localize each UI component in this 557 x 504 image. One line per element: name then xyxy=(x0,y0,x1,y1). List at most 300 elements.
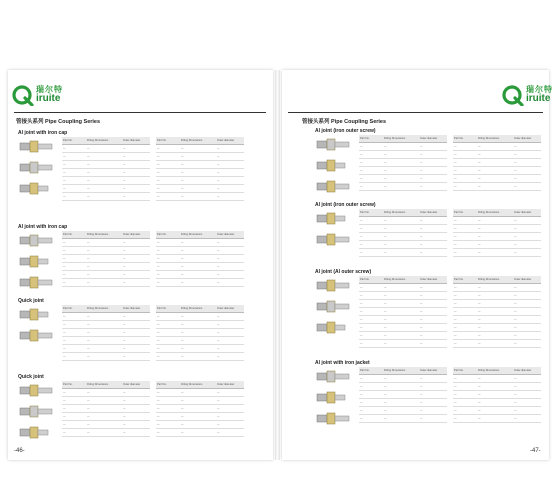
table-cell: — xyxy=(216,337,244,345)
table-cell: — xyxy=(419,383,447,391)
table-cell: — xyxy=(156,161,180,169)
column-header: Part No. xyxy=(156,231,180,239)
column-header: Fitting Dimensions xyxy=(477,367,513,375)
right-section-title-2: Al joint (iron outer screw) xyxy=(315,202,376,208)
table-cell: — xyxy=(359,407,383,415)
table-cell: — xyxy=(216,389,244,397)
table-row xyxy=(156,345,244,353)
table-cell: — xyxy=(122,271,150,279)
table-cell: — xyxy=(383,159,419,167)
table-cell: — xyxy=(513,300,541,308)
table-cell: — xyxy=(419,415,447,423)
product-images xyxy=(18,137,58,200)
table-row xyxy=(359,332,447,340)
table-cell: — xyxy=(383,316,419,324)
table-cell: — xyxy=(419,183,447,191)
pipe-fitting-icon xyxy=(315,276,353,295)
table-cell: — xyxy=(477,383,513,391)
table-row xyxy=(359,183,447,191)
spec-tables xyxy=(62,137,244,201)
table-cell: — xyxy=(419,407,447,415)
table-cell: — xyxy=(122,405,150,413)
column-header: Part No. xyxy=(453,135,477,143)
table-cell: — xyxy=(383,375,419,383)
table-cell: — xyxy=(62,413,86,421)
table-cell: — xyxy=(513,324,541,332)
column-header: Outer diameter xyxy=(513,367,541,375)
table-cell: — xyxy=(86,421,122,429)
pipe-fitting-icon xyxy=(315,318,353,337)
table-cell: — xyxy=(383,233,419,241)
table-row xyxy=(156,337,244,345)
table-cell: — xyxy=(477,316,513,324)
table-cell: — xyxy=(216,329,244,337)
table-cell: — xyxy=(359,175,383,183)
table-cell: — xyxy=(216,397,244,405)
table-cell: — xyxy=(513,167,541,175)
table-cell: — xyxy=(180,153,216,161)
spec-table-a xyxy=(62,231,150,287)
table-cell: — xyxy=(180,145,216,153)
spec-table-b xyxy=(453,276,541,348)
table-cell: — xyxy=(383,332,419,340)
column-header: Fitting Dimensions xyxy=(383,209,419,217)
table-cell: — xyxy=(62,337,86,345)
table-row xyxy=(453,233,541,241)
table-cell: — xyxy=(477,143,513,151)
table-cell: — xyxy=(216,247,244,255)
column-header: Outer diameter xyxy=(216,137,244,145)
table-row xyxy=(62,145,150,153)
table-cell: — xyxy=(453,316,477,324)
table-row xyxy=(156,279,244,287)
table-row xyxy=(156,239,244,247)
table-cell: — xyxy=(86,185,122,193)
table-cell: — xyxy=(359,391,383,399)
left-section-2 xyxy=(18,231,244,294)
table-row xyxy=(453,175,541,183)
table-cell: — xyxy=(216,255,244,263)
spec-tables xyxy=(359,276,541,348)
table-cell: — xyxy=(359,399,383,407)
table-cell: — xyxy=(419,284,447,292)
table-row xyxy=(156,413,244,421)
table-cell: — xyxy=(419,151,447,159)
table-cell: — xyxy=(156,255,180,263)
table-cell: — xyxy=(156,145,180,153)
table-cell: — xyxy=(419,167,447,175)
table-cell: — xyxy=(383,225,419,233)
table-cell: — xyxy=(453,399,477,407)
spec-table-b xyxy=(453,135,541,191)
table-row xyxy=(62,337,150,345)
table-cell: — xyxy=(122,321,150,329)
brand-name-cn: 瑞尔特 xyxy=(526,85,553,94)
column-header: Outer diameter xyxy=(419,276,447,284)
table-cell: — xyxy=(180,271,216,279)
table-cell: — xyxy=(453,383,477,391)
table-row xyxy=(453,415,541,423)
table-cell: — xyxy=(156,397,180,405)
column-header: Outer diameter xyxy=(419,135,447,143)
table-row xyxy=(359,415,447,423)
table-cell: — xyxy=(122,247,150,255)
table-cell: — xyxy=(62,321,86,329)
table-row xyxy=(156,321,244,329)
table-cell: — xyxy=(419,249,447,257)
column-header: Part No. xyxy=(453,209,477,217)
table-row xyxy=(453,292,541,300)
table-cell: — xyxy=(86,177,122,185)
table-cell: — xyxy=(453,167,477,175)
table-cell: — xyxy=(453,415,477,423)
table-cell: — xyxy=(359,292,383,300)
spec-table-a xyxy=(62,381,150,437)
column-header: Fitting Dimensions xyxy=(477,135,513,143)
table-cell: — xyxy=(419,225,447,233)
table-cell: — xyxy=(453,300,477,308)
table-cell: — xyxy=(513,316,541,324)
table-cell: — xyxy=(180,169,216,177)
table-cell: — xyxy=(513,143,541,151)
column-header: Outer diameter xyxy=(216,381,244,389)
table-row xyxy=(156,329,244,337)
brand-logo-right xyxy=(502,80,553,110)
table-cell: — xyxy=(86,321,122,329)
table-cell: — xyxy=(216,145,244,153)
table-cell: — xyxy=(86,239,122,247)
table-cell: — xyxy=(156,279,180,287)
table-cell: — xyxy=(477,175,513,183)
table-cell: — xyxy=(419,316,447,324)
table-cell: — xyxy=(156,429,180,437)
table-cell: — xyxy=(513,332,541,340)
pipe-fitting-icon xyxy=(315,409,353,428)
table-cell: — xyxy=(453,159,477,167)
table-cell: — xyxy=(419,340,447,348)
table-cell: — xyxy=(477,233,513,241)
table-cell: — xyxy=(359,316,383,324)
table-cell: — xyxy=(86,429,122,437)
table-cell: — xyxy=(453,241,477,249)
table-cell: — xyxy=(419,324,447,332)
table-cell: — xyxy=(477,183,513,191)
right-section-title-4: Al joint with iron jacket xyxy=(315,360,370,366)
pipe-fitting-icon xyxy=(18,423,56,442)
table-cell: — xyxy=(156,239,180,247)
product-images xyxy=(18,381,58,444)
table-cell: — xyxy=(180,413,216,421)
spec-tables xyxy=(62,231,244,287)
table-cell: — xyxy=(180,397,216,405)
table-cell: — xyxy=(513,159,541,167)
table-cell: — xyxy=(419,233,447,241)
table-row xyxy=(62,161,150,169)
spec-table-a xyxy=(359,209,447,257)
column-header: Part No. xyxy=(359,367,383,375)
column-header: Fitting Dimensions xyxy=(180,231,216,239)
table-row xyxy=(359,399,447,407)
table-cell: — xyxy=(513,399,541,407)
table-cell: — xyxy=(62,263,86,271)
table-cell: — xyxy=(122,185,150,193)
column-header: Part No. xyxy=(453,367,477,375)
table-row xyxy=(62,255,150,263)
table-cell: — xyxy=(86,353,122,361)
table-cell: — xyxy=(156,177,180,185)
table-cell: — xyxy=(216,161,244,169)
table-cell: — xyxy=(477,332,513,340)
brand-q-icon xyxy=(12,84,34,106)
table-cell: — xyxy=(453,143,477,151)
table-cell: — xyxy=(62,185,86,193)
table-row xyxy=(156,389,244,397)
table-cell: — xyxy=(359,217,383,225)
table-cell: — xyxy=(86,153,122,161)
table-cell: — xyxy=(180,345,216,353)
table-cell: — xyxy=(477,284,513,292)
table-cell: — xyxy=(383,340,419,348)
column-header: Fitting Dimensions xyxy=(86,137,122,145)
table-cell: — xyxy=(122,421,150,429)
left-header-rule xyxy=(14,112,266,113)
brand-logo-left xyxy=(12,80,63,110)
pipe-fitting-icon xyxy=(18,231,56,250)
table-cell: — xyxy=(513,292,541,300)
table-cell: — xyxy=(122,169,150,177)
table-row xyxy=(359,292,447,300)
right-section-title-3: Al joint (Al outer screw) xyxy=(315,269,372,275)
table-cell: — xyxy=(359,159,383,167)
table-cell: — xyxy=(180,185,216,193)
table-cell: — xyxy=(453,407,477,415)
column-header: Fitting Dimensions xyxy=(86,381,122,389)
table-row xyxy=(62,405,150,413)
table-cell: — xyxy=(477,300,513,308)
table-row xyxy=(62,321,150,329)
table-cell: — xyxy=(86,255,122,263)
table-cell: — xyxy=(180,321,216,329)
table-cell: — xyxy=(62,177,86,185)
table-cell: — xyxy=(513,249,541,257)
table-cell: — xyxy=(86,405,122,413)
table-cell: — xyxy=(86,345,122,353)
table-row xyxy=(453,300,541,308)
table-cell: — xyxy=(180,313,216,321)
table-cell: — xyxy=(419,300,447,308)
right-series-title: 管接头系列 Pipe Coupling Series xyxy=(302,119,387,125)
table-cell: — xyxy=(122,193,150,201)
table-cell: — xyxy=(156,413,180,421)
spec-table-b xyxy=(453,209,541,257)
spec-table-a xyxy=(62,305,150,361)
table-cell: — xyxy=(359,249,383,257)
spec-table-a xyxy=(359,276,447,348)
table-cell: — xyxy=(513,175,541,183)
table-cell: — xyxy=(180,429,216,437)
pipe-fitting-icon xyxy=(18,179,56,198)
table-cell: — xyxy=(156,263,180,271)
table-cell: — xyxy=(359,324,383,332)
table-cell: — xyxy=(156,353,180,361)
column-header: Outer diameter xyxy=(216,231,244,239)
book-spine xyxy=(275,70,280,460)
table-row xyxy=(62,353,150,361)
table-cell: — xyxy=(86,397,122,405)
table-cell: — xyxy=(122,337,150,345)
table-cell: — xyxy=(477,151,513,159)
table-cell: — xyxy=(86,279,122,287)
table-cell: — xyxy=(359,225,383,233)
table-cell: — xyxy=(216,421,244,429)
table-row xyxy=(156,255,244,263)
table-cell: — xyxy=(453,332,477,340)
pipe-fitting-icon xyxy=(315,367,353,386)
table-cell: — xyxy=(122,279,150,287)
table-cell: — xyxy=(122,263,150,271)
table-cell: — xyxy=(122,389,150,397)
table-row xyxy=(453,332,541,340)
table-cell: — xyxy=(216,271,244,279)
pipe-fitting-icon xyxy=(18,158,56,177)
column-header: Part No. xyxy=(156,305,180,313)
table-cell: — xyxy=(156,405,180,413)
left-section-1 xyxy=(18,137,244,201)
table-cell: — xyxy=(86,169,122,177)
column-header: Part No. xyxy=(62,305,86,313)
table-cell: — xyxy=(359,375,383,383)
table-cell: — xyxy=(86,413,122,421)
table-cell: — xyxy=(359,383,383,391)
table-cell: — xyxy=(383,241,419,249)
right-section-2 xyxy=(315,209,541,257)
table-cell: — xyxy=(216,177,244,185)
column-header: Outer diameter xyxy=(513,276,541,284)
table-cell: — xyxy=(62,247,86,255)
table-cell: — xyxy=(86,193,122,201)
table-row xyxy=(156,153,244,161)
spec-tables xyxy=(359,135,541,191)
table-cell: — xyxy=(122,145,150,153)
table-cell: — xyxy=(62,313,86,321)
table-row xyxy=(453,217,541,225)
table-row xyxy=(453,383,541,391)
table-row xyxy=(359,217,447,225)
table-row xyxy=(156,193,244,201)
table-cell: — xyxy=(419,399,447,407)
left-section-title-3: Quick joint xyxy=(18,298,44,304)
table-cell: — xyxy=(477,225,513,233)
table-cell: — xyxy=(383,175,419,183)
table-row xyxy=(453,284,541,292)
table-cell: — xyxy=(156,185,180,193)
column-header: Part No. xyxy=(62,231,86,239)
table-cell: — xyxy=(453,225,477,233)
table-row xyxy=(359,175,447,183)
table-row xyxy=(359,159,447,167)
table-row xyxy=(156,161,244,169)
table-cell: — xyxy=(477,324,513,332)
spec-table-b xyxy=(156,381,244,437)
table-row xyxy=(62,169,150,177)
table-cell: — xyxy=(216,345,244,353)
table-cell: — xyxy=(122,161,150,169)
column-header: Fitting Dimensions xyxy=(86,231,122,239)
table-row xyxy=(156,271,244,279)
table-cell: — xyxy=(62,429,86,437)
table-row xyxy=(453,407,541,415)
column-header: Fitting Dimensions xyxy=(477,276,513,284)
table-cell: — xyxy=(122,313,150,321)
table-cell: — xyxy=(513,284,541,292)
table-cell: — xyxy=(359,241,383,249)
table-row xyxy=(62,153,150,161)
pipe-fitting-icon xyxy=(315,388,353,407)
table-cell: — xyxy=(216,263,244,271)
column-header: Part No. xyxy=(156,381,180,389)
spec-tables xyxy=(62,381,244,437)
table-row xyxy=(453,308,541,316)
pipe-fitting-icon xyxy=(18,402,56,421)
column-header: Fitting Dimensions xyxy=(180,381,216,389)
left-section-3 xyxy=(18,305,244,361)
table-cell: — xyxy=(453,233,477,241)
table-cell: — xyxy=(216,153,244,161)
table-cell: — xyxy=(513,151,541,159)
table-cell: — xyxy=(477,217,513,225)
table-cell: — xyxy=(513,407,541,415)
table-row xyxy=(453,183,541,191)
spec-table-a xyxy=(62,137,150,201)
table-cell: — xyxy=(216,429,244,437)
spec-tables xyxy=(62,305,244,361)
table-cell: — xyxy=(383,407,419,415)
right-header-rule xyxy=(288,112,543,113)
left-section-title-2: Al joint with iron cap xyxy=(18,224,68,230)
table-row xyxy=(359,300,447,308)
table-row xyxy=(62,421,150,429)
table-cell: — xyxy=(383,383,419,391)
pipe-fitting-icon xyxy=(18,252,56,271)
table-cell: — xyxy=(383,217,419,225)
column-header: Fitting Dimensions xyxy=(383,135,419,143)
table-cell: — xyxy=(122,429,150,437)
table-cell: — xyxy=(383,391,419,399)
table-cell: — xyxy=(359,143,383,151)
table-cell: — xyxy=(419,159,447,167)
table-cell: — xyxy=(156,421,180,429)
table-cell: — xyxy=(359,167,383,175)
table-row xyxy=(62,345,150,353)
table-row xyxy=(156,263,244,271)
table-row xyxy=(453,143,541,151)
table-cell: — xyxy=(477,415,513,423)
table-cell: — xyxy=(453,324,477,332)
pipe-fitting-icon xyxy=(18,273,56,292)
column-header: Fitting Dimensions xyxy=(86,305,122,313)
table-row xyxy=(359,383,447,391)
table-cell: — xyxy=(62,239,86,247)
table-row xyxy=(62,279,150,287)
table-row xyxy=(453,241,541,249)
table-cell: — xyxy=(122,329,150,337)
table-row xyxy=(156,145,244,153)
spec-table-b xyxy=(156,305,244,361)
table-cell: — xyxy=(453,217,477,225)
pipe-fitting-icon xyxy=(315,135,353,154)
table-cell: — xyxy=(513,217,541,225)
table-cell: — xyxy=(122,345,150,353)
